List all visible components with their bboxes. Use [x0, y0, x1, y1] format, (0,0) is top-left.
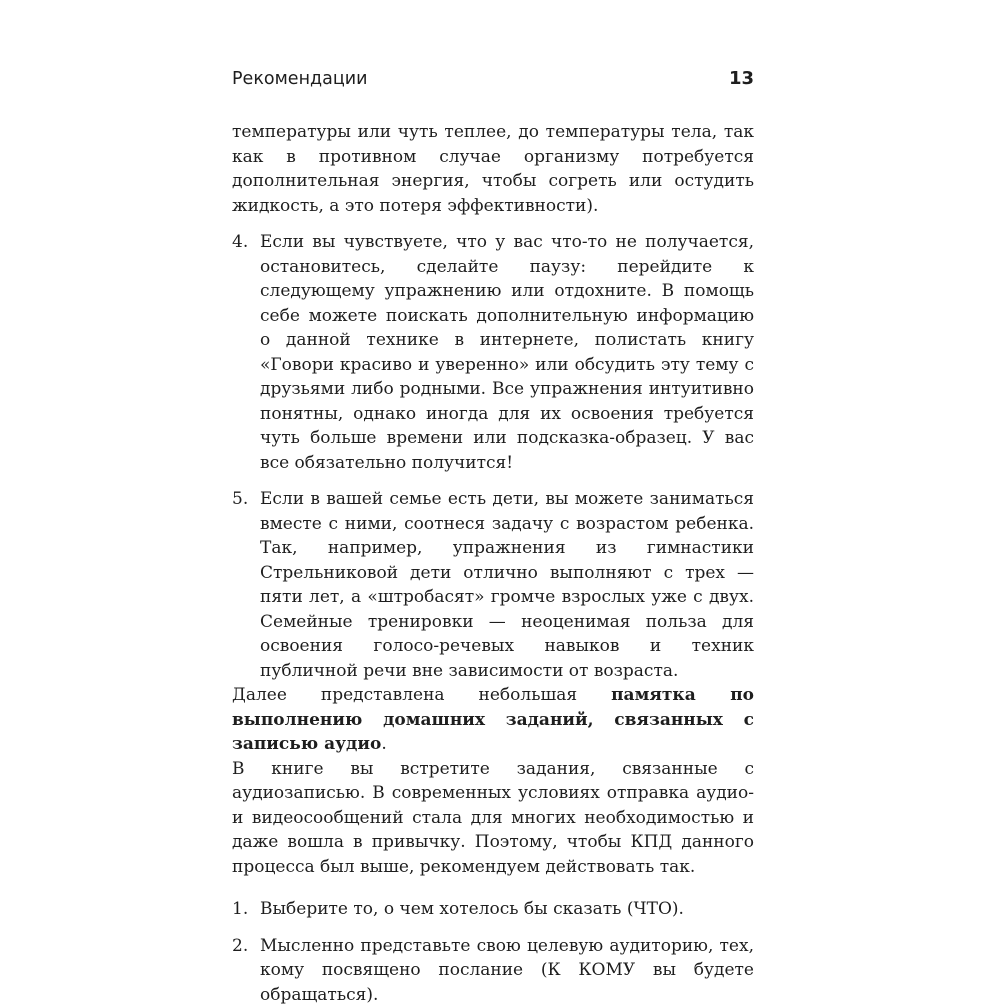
list-item	[232, 934, 754, 1007]
list-item-text: Мысленно представьте свою целевую аудиторию, тех, кому посвящено послание (К КОМУ вы будете обращаться).	[260, 934, 754, 1007]
list-item-text: Выберите то, о чем хотелось бы сказать (ЧТО).	[260, 897, 754, 922]
list-item	[232, 230, 754, 475]
list-item	[232, 897, 754, 922]
list-item-number: 4.	[232, 230, 260, 475]
page-number: 13	[729, 68, 754, 89]
running-head	[232, 68, 754, 89]
memo-lead: Далее представлена небольшая	[232, 685, 611, 705]
list-item-text: Если в вашей семье есть дети, вы можете заниматься вместе с ними, соотнеся задачу с возрастом ребенка. Так, например, упражнения из гимнастики Стрельниковой дети отлично выполняют с трех — пяти лет, а «штробасят» громче взрослых уже с двух. Семейные тренировки — неоценимая польза для освоения голосо-речевых навыков и техник публичной речи вне зависимости от возраста.	[260, 487, 754, 683]
list-item-text: Если вы чувствуете, что у вас что-то не получается, остановитесь, сделайте паузу: перейдите к следующему упражнению или отдохните. В помощь себе можете поискать дополнительную информацию о данной технике в интернете, полистать книгу «Говори красиво и уверенно» или обсудить эту тему с друзьями либо родными. Все упражнения интуитивно понятны, однако иногда для их освоения требуется чуть больше времени или подсказка-образец. У вас все обязательно получится!	[260, 230, 754, 475]
memo-tail: .	[381, 734, 386, 754]
list-item-number: 2.	[232, 934, 260, 1007]
audio-steps-list	[232, 897, 754, 1007]
page-body	[232, 120, 754, 1007]
intro-paragraph: В книге вы встретите задания, связанные с аудиозаписью. В современных условиях отправка аудио- и видеосообщений стала для многих необходимостью и даже вошла в привычку. Поэтому, чтобы КПД данного процесса был выше, рекомендуем действовать так.	[232, 757, 754, 880]
list-item-number: 1.	[232, 897, 260, 922]
list-item-number: 5.	[232, 487, 260, 683]
continued-list-item-text: температуры или чуть теплее, до температуры тела, так как в противном случае организму потребуется дополнительная энергия, чтобы согреть или остудить жидкость, а это потеря эффективности).	[232, 120, 754, 218]
list-item	[232, 487, 754, 683]
memo-paragraph	[232, 683, 754, 757]
section-title: Рекомендации	[232, 69, 368, 89]
memo-bold-phrase: памятка по выполнению домашних заданий, связанных с записью аудио	[232, 685, 754, 754]
recommendations-list	[232, 230, 754, 683]
